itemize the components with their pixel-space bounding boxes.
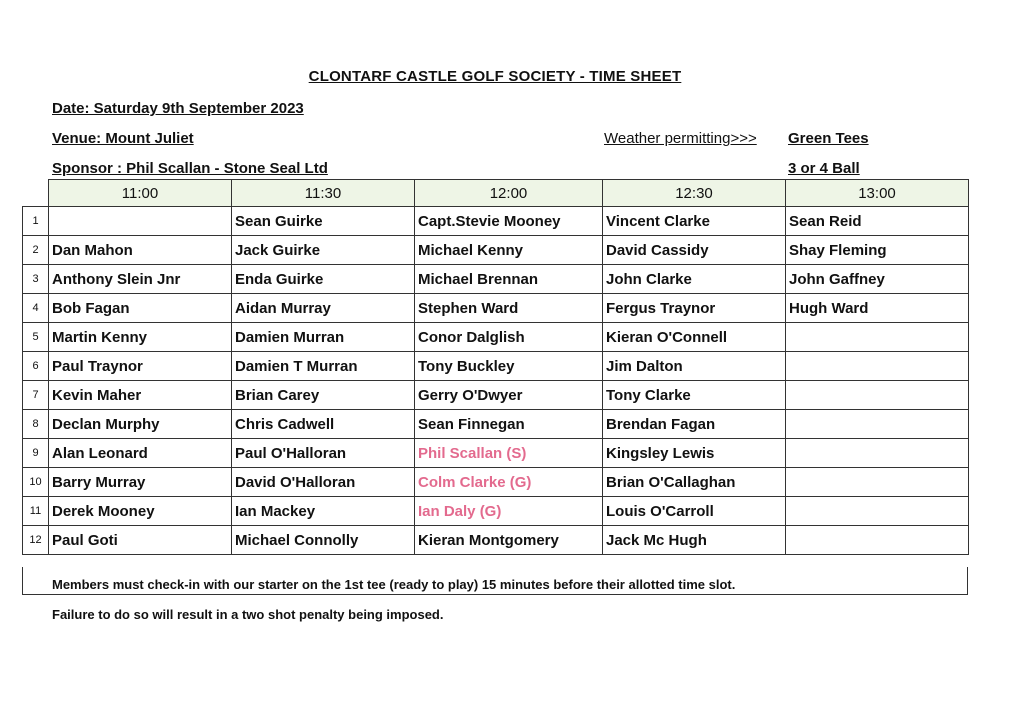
player-name-cell: Hugh Ward (786, 294, 969, 323)
event-date: Date: Saturday 9th September 2023 (52, 100, 304, 117)
player-name-cell: Michael Brennan (415, 265, 603, 294)
player-name-cell: Sean Reid (786, 207, 969, 236)
player-name-cell: Bob Fagan (49, 294, 232, 323)
group-number: 9 (23, 439, 49, 468)
player-name-cell: Shay Fleming (786, 236, 969, 265)
player-name-cell: Ian Daly (G) (415, 497, 603, 526)
group-row (23, 381, 969, 410)
player-name-cell: John Gaffney (786, 265, 969, 294)
note-border-right (967, 567, 968, 595)
player-name-cell: Jim Dalton (603, 352, 786, 381)
player-name-cell: Damien Murran (232, 323, 415, 352)
group-number: 3 (23, 265, 49, 294)
player-name-cell: Fergus Traynor (603, 294, 786, 323)
group-row (23, 439, 969, 468)
player-name-cell: Sean Guirke (232, 207, 415, 236)
player-name-cell: Louis O'Carroll (603, 497, 786, 526)
player-name-cell: Chris Cadwell (232, 410, 415, 439)
player-name-cell: Barry Murray (49, 468, 232, 497)
player-name-cell: Kieran O'Connell (603, 323, 786, 352)
group-number: 6 (23, 352, 49, 381)
group-number: 7 (23, 381, 49, 410)
player-name-cell: Tony Clarke (603, 381, 786, 410)
player-name-cell (786, 381, 969, 410)
time-header-row (23, 180, 969, 207)
group-number: 5 (23, 323, 49, 352)
player-name-cell: Gerry O'Dwyer (415, 381, 603, 410)
tee-time-header: 13:00 (786, 180, 969, 207)
player-name-cell: Damien T Murran (232, 352, 415, 381)
group-row (23, 410, 969, 439)
player-name-cell: Conor Dalglish (415, 323, 603, 352)
note-border-left (22, 567, 23, 595)
group-row (23, 526, 969, 555)
checkin-notice: Members must check-in with our starter on the 1st tee (ready to play) 15 minutes before their allotted time slot. (52, 577, 736, 592)
player-name-cell: Brendan Fagan (603, 410, 786, 439)
player-name-cell (786, 468, 969, 497)
event-venue: Venue: Mount Juliet (52, 130, 194, 147)
group-row (23, 294, 969, 323)
player-name-cell: Capt.Stevie Mooney (415, 207, 603, 236)
group-number: 12 (23, 526, 49, 555)
sheet-title: CLONTARF CASTLE GOLF SOCIETY - TIME SHEET (308, 68, 682, 85)
player-name-cell: Ian Mackey (232, 497, 415, 526)
player-name-cell: Stephen Ward (415, 294, 603, 323)
player-name-cell: David Cassidy (603, 236, 786, 265)
player-name-cell: Kieran Montgomery (415, 526, 603, 555)
player-name-cell: Kevin Maher (49, 381, 232, 410)
player-name-cell (786, 526, 969, 555)
player-name-cell: Tony Buckley (415, 352, 603, 381)
penalty-notice: Failure to do so will result in a two shot penalty being imposed. (52, 607, 444, 622)
group-row (23, 207, 969, 236)
player-name-cell: Brian O'Callaghan (603, 468, 786, 497)
player-name-cell: Enda Guirke (232, 265, 415, 294)
player-name-cell: Alan Leonard (49, 439, 232, 468)
player-name-cell: Vincent Clarke (603, 207, 786, 236)
group-row (23, 265, 969, 294)
group-number: 4 (23, 294, 49, 323)
player-name-cell: Jack Guirke (232, 236, 415, 265)
player-name-cell: Dan Mahon (49, 236, 232, 265)
player-name-cell: Paul O'Halloran (232, 439, 415, 468)
event-sponsor: Sponsor : Phil Scallan - Stone Seal Ltd (52, 160, 328, 177)
group-number: 8 (23, 410, 49, 439)
player-name-cell: John Clarke (603, 265, 786, 294)
player-name-cell: Anthony Slein Jnr (49, 265, 232, 294)
group-row (23, 468, 969, 497)
group-row (23, 497, 969, 526)
group-number: 10 (23, 468, 49, 497)
player-name-cell: Derek Mooney (49, 497, 232, 526)
group-number: 11 (23, 497, 49, 526)
tee-time-header: 11:30 (232, 180, 415, 207)
player-name-cell (786, 352, 969, 381)
weather-label: Weather permitting>>> (604, 130, 757, 147)
player-name-cell: Martin Kenny (49, 323, 232, 352)
player-name-cell: Paul Goti (49, 526, 232, 555)
header-corner (23, 180, 49, 207)
player-name-cell: Aidan Murray (232, 294, 415, 323)
player-name-cell: Declan Murphy (49, 410, 232, 439)
player-name-cell: Kingsley Lewis (603, 439, 786, 468)
player-name-cell: Michael Connolly (232, 526, 415, 555)
player-name-cell: Michael Kenny (415, 236, 603, 265)
player-name-cell (786, 497, 969, 526)
player-name-cell: David O'Halloran (232, 468, 415, 497)
group-row (23, 236, 969, 265)
player-name-cell: Phil Scallan (S) (415, 439, 603, 468)
group-row (23, 323, 969, 352)
tee-time-header: 12:00 (415, 180, 603, 207)
group-number: 1 (23, 207, 49, 236)
tee-time-header: 11:00 (49, 180, 232, 207)
tee-time-table (22, 179, 969, 555)
group-row (23, 352, 969, 381)
player-name-cell: Paul Traynor (49, 352, 232, 381)
weather-value: Green Tees (788, 130, 869, 147)
player-name-cell: Brian Carey (232, 381, 415, 410)
player-name-cell (49, 207, 232, 236)
player-name-cell (786, 439, 969, 468)
player-name-cell: Colm Clarke (G) (415, 468, 603, 497)
group-number: 2 (23, 236, 49, 265)
note-border-bottom (22, 594, 968, 595)
player-name-cell (786, 323, 969, 352)
player-name-cell (786, 410, 969, 439)
player-name-cell: Sean Finnegan (415, 410, 603, 439)
ball-format: 3 or 4 Ball (788, 160, 860, 177)
tee-time-header: 12:30 (603, 180, 786, 207)
player-name-cell: Jack Mc Hugh (603, 526, 786, 555)
